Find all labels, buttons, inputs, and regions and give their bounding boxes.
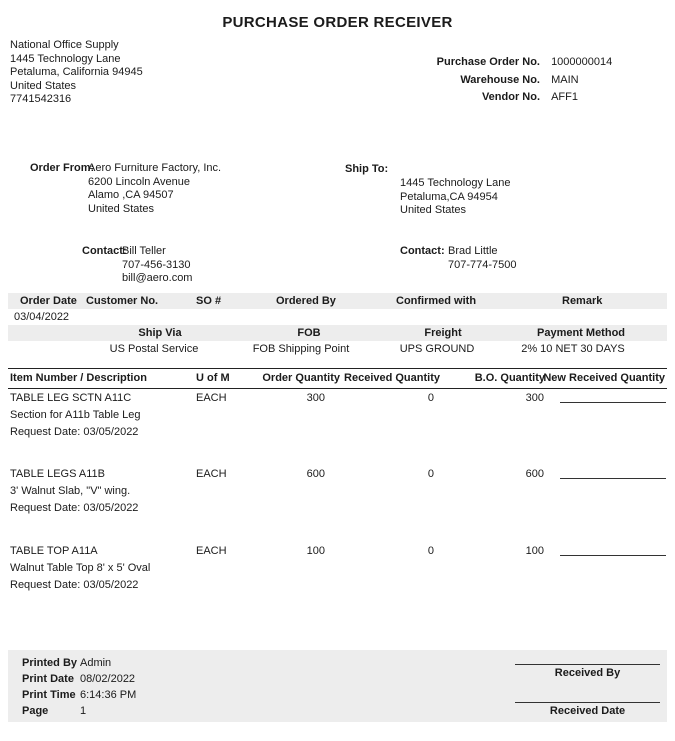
confirmed-with-header: Confirmed with — [396, 295, 477, 307]
order-from-contact-name: Bill Teller — [122, 245, 166, 257]
purchase-order-no-label: Purchase Order No. — [436, 56, 540, 68]
item-order-quantity: 600 — [306, 468, 325, 480]
item-request-date: Request Date: 03/05/2022 — [10, 502, 139, 514]
print-date-value: 08/02/2022 — [80, 673, 136, 685]
company-name: National Office Supply — [10, 39, 119, 51]
vendor-no-label: Vendor No. — [481, 91, 540, 103]
order-from-line1: Aero Furniture Factory, Inc. — [88, 162, 222, 174]
ship-to-contact-phone: 707-774-7500 — [448, 258, 517, 271]
item-description: Section for A11b Table Leg — [10, 409, 141, 421]
item-description: 3' Walnut Slab, "V" wing. — [10, 485, 131, 497]
ship-to-line3: United States — [400, 204, 467, 216]
order-from-contact-label: Contact: — [82, 245, 127, 257]
ship-to-line2: Petaluma,CA 94954 — [400, 190, 498, 203]
company-address-line3: United States — [10, 79, 77, 92]
payment-method-header: Payment Method — [536, 327, 626, 339]
new-received-quantity-blank — [560, 555, 666, 556]
order-quantity-header: Order Quantity — [262, 372, 340, 384]
received-by-signature-line — [515, 664, 660, 665]
item-bo-quantity: 600 — [525, 468, 544, 480]
items-table-header — [8, 368, 667, 389]
fob-header: FOB — [297, 327, 321, 339]
footer-block — [8, 650, 667, 722]
ordered-by-header: Ordered By — [276, 295, 336, 307]
ship-to-line1: 1445 Technology Lane — [400, 177, 511, 189]
print-time-value: 6:14:36 PM — [80, 689, 137, 701]
freight-header: Freight — [424, 327, 462, 339]
item-number: TABLE TOP A11A — [10, 545, 98, 557]
ship-via-value: US Postal Service — [109, 343, 199, 355]
company-address-line1: 1445 Technology Lane — [10, 52, 121, 65]
ship-via-header: Ship Via — [138, 327, 182, 339]
company-phone: 7741542316 — [10, 93, 72, 105]
order-from-line3: Alamo ,CA 94507 — [88, 189, 174, 201]
item-order-quantity: 300 — [306, 392, 325, 404]
received-date-signature-line — [515, 702, 660, 703]
order-info-block — [380, 54, 612, 107]
order-from-line2: 6200 Lincoln Avenue — [88, 175, 190, 188]
freight-value: UPS GROUND — [399, 343, 475, 355]
received-by-label: Received By — [554, 667, 621, 679]
print-date-label: Print Date — [22, 673, 74, 685]
item-bo-quantity: 300 — [525, 392, 544, 404]
fob-value: FOB Shipping Point — [252, 343, 350, 355]
company-address-line2: Petaluma, California 94945 — [10, 66, 143, 78]
item-description-header: Item Number / Description — [10, 372, 147, 384]
purchase-order-no-value: 1000000014 — [551, 56, 613, 68]
item-uom: EACH — [196, 545, 227, 557]
item-number: TABLE LEG SCTN A11C — [10, 392, 132, 404]
item-uom: EACH — [196, 392, 227, 404]
table-row — [0, 392, 675, 454]
new-received-quantity-header: New Received Quantity — [543, 372, 665, 384]
item-bo-quantity: 100 — [525, 545, 544, 557]
remark-header: Remark — [562, 295, 603, 307]
item-description: Walnut Table Top 8' x 5' Oval — [10, 562, 151, 574]
ship-to-address — [400, 177, 511, 218]
page-number-label: Page — [22, 705, 49, 717]
order-from-contact-email: bill@aero.com — [122, 272, 193, 284]
customer-no-header: Customer No. — [86, 295, 159, 307]
printed-by-value: Admin — [80, 657, 112, 669]
bo-quantity-header: B.O. Quantity — [474, 372, 545, 384]
ship-to-label: Ship To: — [345, 163, 389, 175]
table-row — [0, 468, 675, 530]
order-date-value: 03/04/2022 — [14, 311, 70, 323]
payment-method-value: 2% 10 NET 30 DAYS — [521, 343, 625, 355]
item-received-quantity: 0 — [427, 545, 434, 557]
vendor-no-value: AFF1 — [551, 91, 578, 103]
item-uom: EACH — [196, 468, 227, 480]
shipping-header-bar — [8, 325, 667, 341]
received-quantity-header: Received Quantity — [344, 372, 440, 384]
warehouse-no-label: Warehouse No. — [460, 73, 540, 86]
ship-to-contact — [448, 245, 517, 272]
received-date-label: Received Date — [549, 705, 626, 717]
item-order-quantity: 100 — [306, 545, 325, 557]
ship-to-contact-name: Brad Little — [448, 245, 498, 257]
order-from-contact-phone: 707-456-3130 — [122, 258, 191, 271]
ship-to-contact-label: Contact: — [400, 245, 445, 257]
table-row — [0, 545, 675, 607]
item-received-quantity: 0 — [427, 392, 434, 404]
order-from-address — [88, 162, 221, 216]
order-from-line4: United States — [88, 202, 155, 215]
item-request-date: Request Date: 03/05/2022 — [10, 426, 139, 438]
so-number-header: SO # — [196, 295, 222, 307]
printed-by-label: Printed By — [22, 657, 78, 669]
new-received-quantity-blank — [560, 478, 666, 479]
item-received-quantity: 0 — [427, 468, 434, 480]
company-block — [10, 39, 143, 107]
order-from-label: Order From: — [30, 162, 95, 174]
order-header-bar — [8, 293, 667, 309]
order-date-header: Order Date — [20, 295, 77, 307]
print-time-label: Print Time — [22, 689, 76, 701]
page-title: PURCHASE ORDER RECEIVER — [222, 14, 453, 31]
warehouse-no-value: MAIN — [551, 73, 579, 86]
new-received-quantity-blank — [560, 402, 666, 403]
order-from-contact — [122, 245, 192, 286]
item-number: TABLE LEGS A11B — [10, 468, 105, 480]
uom-header: U of M — [196, 372, 230, 384]
item-request-date: Request Date: 03/05/2022 — [10, 579, 139, 591]
page-number-value: 1 — [80, 705, 87, 717]
